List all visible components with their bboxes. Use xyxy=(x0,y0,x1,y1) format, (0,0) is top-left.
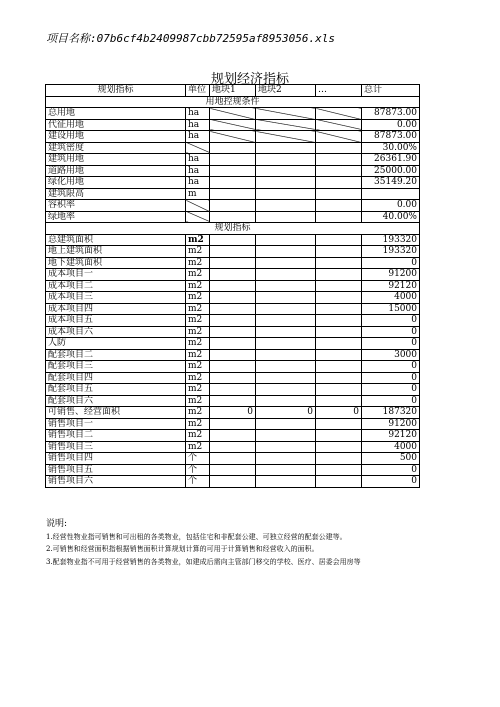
row-total: 15000 xyxy=(362,303,420,315)
row-more xyxy=(316,292,362,304)
row-name: 销售项目六 xyxy=(46,476,186,488)
row-unit: m2 xyxy=(186,372,210,384)
row-more xyxy=(316,211,362,223)
row-total: 26361.90 xyxy=(362,154,420,166)
row-total: 0 xyxy=(362,464,420,476)
land-row xyxy=(46,108,420,120)
row-more xyxy=(316,280,362,292)
row-name: 可销售、经营面积 xyxy=(46,407,186,419)
row-name: 成本项目四 xyxy=(46,303,186,315)
row-plot-2 xyxy=(256,338,316,350)
section-land-title: 用地控规条件 xyxy=(46,96,420,108)
row-unit: ha xyxy=(186,154,210,166)
row-total: 87873.00 xyxy=(362,108,420,120)
row-plot-1 xyxy=(210,200,256,212)
row-total: 91200 xyxy=(362,269,420,281)
row-plot-1 xyxy=(210,441,256,453)
row-plot-2 xyxy=(256,200,316,212)
row-total: 0.00 xyxy=(362,200,420,212)
row-total: 0 xyxy=(362,372,420,384)
land-row xyxy=(46,177,420,189)
row-plot-2 xyxy=(256,453,316,465)
plan-row xyxy=(46,349,420,361)
plan-row xyxy=(46,246,420,258)
row-name: 地上建筑面积 xyxy=(46,246,186,258)
row-plot-1 xyxy=(210,142,256,154)
row-plot-2 xyxy=(256,418,316,430)
row-plot-2 xyxy=(256,476,316,488)
row-more xyxy=(316,200,362,212)
row-more xyxy=(316,315,362,327)
row-name: 配套项目五 xyxy=(46,384,186,396)
plan-row xyxy=(46,372,420,384)
row-total: 193320 xyxy=(362,246,420,258)
row-plot-1 xyxy=(210,384,256,396)
row-total: 0 xyxy=(362,315,420,327)
row-plot-2 xyxy=(256,257,316,269)
row-unit: m2 xyxy=(186,303,210,315)
row-total: 3000 xyxy=(362,349,420,361)
land-row xyxy=(46,142,420,154)
row-plot-1: 0 xyxy=(210,407,256,419)
row-unit: m2 xyxy=(186,418,210,430)
row-plot-1 xyxy=(210,361,256,373)
row-unit: m2 xyxy=(186,430,210,442)
plan-row xyxy=(46,464,420,476)
row-name: 绿地率 xyxy=(46,211,186,223)
row-total: 0 xyxy=(362,326,420,338)
economic-indicators-table xyxy=(45,84,420,488)
row-plot-1 xyxy=(210,453,256,465)
row-plot-1 xyxy=(210,418,256,430)
note-3: 3.配套物业指不可用于经营销售的各类物业，如建成后需向主管部门移交的学校、医疗、居委会用房等 xyxy=(46,557,361,566)
row-plot-2 xyxy=(256,154,316,166)
row-plot-2 xyxy=(256,326,316,338)
row-name: 人防 xyxy=(46,338,186,350)
row-unit: ha xyxy=(186,177,210,189)
row-plot-2 xyxy=(256,119,316,131)
header-unit: 单位 xyxy=(186,85,210,97)
row-name: 成本项目二 xyxy=(46,280,186,292)
row-name: 配套项目四 xyxy=(46,372,186,384)
row-name: 绿化用地 xyxy=(46,177,186,189)
row-plot-2 xyxy=(256,142,316,154)
row-unit: m2 xyxy=(186,441,210,453)
land-row xyxy=(46,131,420,143)
plan-row xyxy=(46,257,420,269)
row-unit: m2 xyxy=(186,246,210,258)
note-2: 2.可销售和经营面积指根据销售面积计算规划计算的可用于计算销售和经营收入的面积。 xyxy=(46,545,319,553)
row-more xyxy=(316,303,362,315)
row-more xyxy=(316,269,362,281)
land-row xyxy=(46,188,420,200)
row-plot-1 xyxy=(210,188,256,200)
header-row xyxy=(46,85,420,97)
row-more: 0 xyxy=(316,407,362,419)
land-row xyxy=(46,211,420,223)
row-more xyxy=(316,476,362,488)
row-unit: m2 xyxy=(186,407,210,419)
row-name: 销售项目三 xyxy=(46,441,186,453)
row-total: 187320 xyxy=(362,407,420,419)
row-total: 4000 xyxy=(362,292,420,304)
row-more xyxy=(316,177,362,189)
row-unit: m2 xyxy=(186,349,210,361)
row-plot-1 xyxy=(210,280,256,292)
row-name: 成本项目六 xyxy=(46,326,186,338)
section-land-row xyxy=(46,96,420,108)
header-more: … xyxy=(316,85,362,97)
land-row xyxy=(46,119,420,131)
row-unit: m2 xyxy=(186,361,210,373)
sheet-title: 规划经济指标 xyxy=(210,72,289,87)
row-more xyxy=(316,441,362,453)
row-more xyxy=(316,395,362,407)
land-row xyxy=(46,154,420,166)
row-name: 总建筑面积 xyxy=(46,234,186,246)
plan-row xyxy=(46,407,420,419)
row-name: 销售项目二 xyxy=(46,430,186,442)
row-name: 配套项目二 xyxy=(46,349,186,361)
row-name: 建筑限高 xyxy=(46,188,186,200)
row-plot-2 xyxy=(256,464,316,476)
plan-row xyxy=(46,338,420,350)
row-plot-2 xyxy=(256,384,316,396)
row-total: 500 xyxy=(362,453,420,465)
row-total: 0 xyxy=(362,395,420,407)
row-total: 92120 xyxy=(362,280,420,292)
row-name: 成本项目三 xyxy=(46,292,186,304)
note-1: 1.经营性物业指可销售和可出租的各类物业，包括住宅和非配套公建、可独立经营的配套公建等。 xyxy=(46,532,347,541)
notes xyxy=(46,518,496,568)
row-name: 建设用地 xyxy=(46,131,186,143)
row-plot-2 xyxy=(256,131,316,143)
row-unit: 个 xyxy=(186,464,210,476)
row-name: 成本项目一 xyxy=(46,269,186,281)
row-plot-1 xyxy=(210,372,256,384)
plan-row xyxy=(46,326,420,338)
row-more xyxy=(316,154,362,166)
row-name: 销售项目四 xyxy=(46,453,186,465)
row-total: 91200 xyxy=(362,418,420,430)
row-more xyxy=(316,108,362,120)
row-total: 40.00% xyxy=(362,211,420,223)
header-plot-1: 地块1 xyxy=(210,85,256,97)
row-more xyxy=(316,246,362,258)
plan-row xyxy=(46,476,420,488)
header-total: 总计 xyxy=(362,85,420,97)
row-plot-2 xyxy=(256,315,316,327)
row-plot-1 xyxy=(210,177,256,189)
row-plot-1 xyxy=(210,131,256,143)
row-plot-1 xyxy=(210,257,256,269)
row-total: 35149.20 xyxy=(362,177,420,189)
row-plot-1 xyxy=(210,315,256,327)
row-name: 建筑密度 xyxy=(46,142,186,154)
row-unit xyxy=(186,142,210,154)
row-plot-1 xyxy=(210,269,256,281)
row-name: 代征用地 xyxy=(46,119,186,131)
row-more xyxy=(316,338,362,350)
row-unit: m2 xyxy=(186,315,210,327)
row-plot-1 xyxy=(210,165,256,177)
row-total: 0 xyxy=(362,384,420,396)
row-unit: ha xyxy=(186,165,210,177)
project-name: 项目名称:07b6cf4b2409987cbb72595af8953056.xls xyxy=(46,32,336,45)
row-name: 地下建筑面积 xyxy=(46,257,186,269)
row-plot-2 xyxy=(256,441,316,453)
row-unit: ha xyxy=(186,119,210,131)
row-unit: m2 xyxy=(186,234,210,246)
row-total: 30.00% xyxy=(362,142,420,154)
row-plot-2 xyxy=(256,349,316,361)
plan-row xyxy=(46,384,420,396)
row-plot-1 xyxy=(210,234,256,246)
row-plot-2 xyxy=(256,361,316,373)
row-more xyxy=(316,165,362,177)
plan-row xyxy=(46,234,420,246)
row-unit: 个 xyxy=(186,476,210,488)
row-more xyxy=(316,464,362,476)
row-name: 销售项目一 xyxy=(46,418,186,430)
row-plot-2 xyxy=(256,292,316,304)
row-more xyxy=(316,188,362,200)
row-total: 0 xyxy=(362,476,420,488)
plan-row xyxy=(46,280,420,292)
row-plot-1 xyxy=(210,326,256,338)
row-more xyxy=(316,131,362,143)
header-indicator: 规划指标 xyxy=(46,85,186,97)
row-total: 92120 xyxy=(362,430,420,442)
row-plot-1 xyxy=(210,338,256,350)
row-more xyxy=(316,418,362,430)
row-total: 4000 xyxy=(362,441,420,453)
section-plan-row xyxy=(46,223,420,235)
row-unit: ha xyxy=(186,131,210,143)
header-plot-2: 地块2 xyxy=(256,85,316,97)
row-unit: m2 xyxy=(186,384,210,396)
row-plot-2 xyxy=(256,211,316,223)
row-more xyxy=(316,361,362,373)
row-total xyxy=(362,188,420,200)
row-total: 25000.00 xyxy=(362,165,420,177)
plan-row xyxy=(46,395,420,407)
row-unit: m2 xyxy=(186,338,210,350)
row-unit: m2 xyxy=(186,269,210,281)
row-plot-2 xyxy=(256,246,316,258)
row-unit: m2 xyxy=(186,280,210,292)
row-total: 0 xyxy=(362,361,420,373)
land-row xyxy=(46,165,420,177)
row-unit xyxy=(186,211,210,223)
row-name: 总用地 xyxy=(46,108,186,120)
row-plot-1 xyxy=(210,303,256,315)
row-more xyxy=(316,142,362,154)
plan-row xyxy=(46,441,420,453)
section-plan-title: 规划指标 xyxy=(46,223,420,235)
row-plot-2: 0 xyxy=(256,407,316,419)
row-plot-2 xyxy=(256,188,316,200)
plan-row xyxy=(46,315,420,327)
row-more xyxy=(316,119,362,131)
row-more xyxy=(316,453,362,465)
row-total: 193320 xyxy=(362,234,420,246)
plan-row xyxy=(46,303,420,315)
notes-label: 说明: xyxy=(46,519,68,529)
row-more xyxy=(316,326,362,338)
row-plot-1 xyxy=(210,430,256,442)
row-plot-1 xyxy=(210,119,256,131)
row-plot-2 xyxy=(256,430,316,442)
row-plot-2 xyxy=(256,165,316,177)
row-plot-2 xyxy=(256,303,316,315)
row-name: 道路用地 xyxy=(46,165,186,177)
row-plot-1 xyxy=(210,246,256,258)
row-unit: m2 xyxy=(186,395,210,407)
row-plot-2 xyxy=(256,108,316,120)
row-plot-2 xyxy=(256,177,316,189)
row-more xyxy=(316,384,362,396)
row-name: 配套项目三 xyxy=(46,361,186,373)
row-plot-1 xyxy=(210,154,256,166)
row-unit: 个 xyxy=(186,453,210,465)
row-total: 0.00 xyxy=(362,119,420,131)
row-plot-1 xyxy=(210,464,256,476)
row-plot-2 xyxy=(256,372,316,384)
row-unit xyxy=(186,200,210,212)
plan-row xyxy=(46,453,420,465)
row-plot-2 xyxy=(256,280,316,292)
row-unit: m2 xyxy=(186,257,210,269)
row-more xyxy=(316,372,362,384)
plan-row xyxy=(46,269,420,281)
row-more xyxy=(316,430,362,442)
plan-row xyxy=(46,292,420,304)
row-name: 成本项目五 xyxy=(46,315,186,327)
row-plot-1 xyxy=(210,349,256,361)
row-name: 容积率 xyxy=(46,200,186,212)
row-name: 建筑用地 xyxy=(46,154,186,166)
plan-row xyxy=(46,361,420,373)
land-row xyxy=(46,200,420,212)
row-more xyxy=(316,349,362,361)
row-total: 0 xyxy=(362,338,420,350)
row-more xyxy=(316,234,362,246)
row-plot-2 xyxy=(256,395,316,407)
row-plot-2 xyxy=(256,234,316,246)
row-name: 配套项目六 xyxy=(46,395,186,407)
row-plot-2 xyxy=(256,269,316,281)
plan-row xyxy=(46,430,420,442)
row-unit: ha xyxy=(186,108,210,120)
row-plot-1 xyxy=(210,395,256,407)
row-unit: m xyxy=(186,188,210,200)
row-plot-1 xyxy=(210,476,256,488)
row-unit: m2 xyxy=(186,292,210,304)
row-name: 销售项目五 xyxy=(46,464,186,476)
row-more xyxy=(316,257,362,269)
row-unit: m2 xyxy=(186,326,210,338)
row-total: 0 xyxy=(362,257,420,269)
plan-row xyxy=(46,418,420,430)
row-plot-1 xyxy=(210,211,256,223)
row-plot-1 xyxy=(210,108,256,120)
row-plot-1 xyxy=(210,292,256,304)
row-total: 87873.00 xyxy=(362,131,420,143)
